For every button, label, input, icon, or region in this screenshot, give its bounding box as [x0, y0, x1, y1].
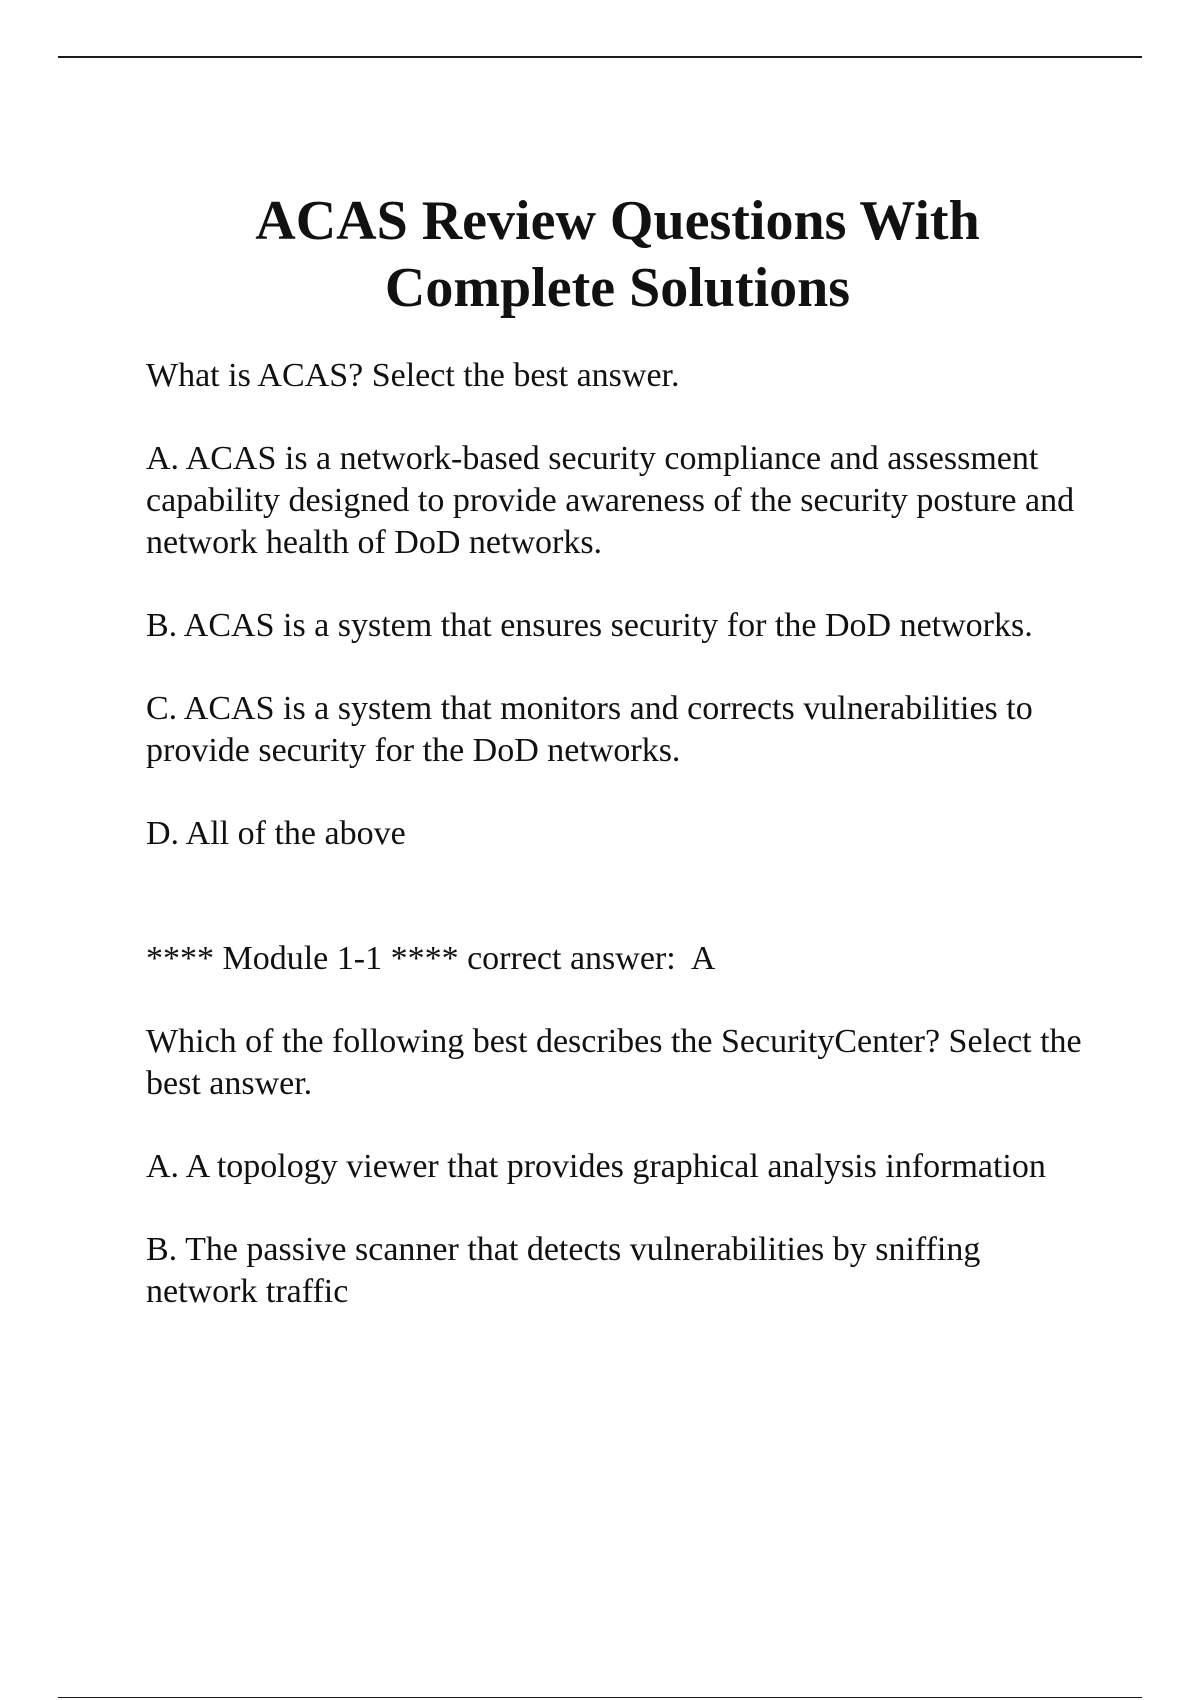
- question-1-option-d: D. All of the above: [146, 815, 406, 852]
- title-line-2: Complete Solutions: [384, 257, 851, 319]
- top-rule: [58, 56, 1142, 58]
- question-1-option-c: C. ACAS is a system that monitors and corrects vulnerabilities to provide security for the DoD networks.: [146, 690, 1042, 769]
- question-1-option-b: B. ACAS is a system that ensures security for the DoD networks.: [146, 607, 1033, 644]
- question-2-text: Which of the following best describes the SecurityCenter? Select the best answer.: [146, 1023, 1091, 1102]
- page-title: [150, 188, 1085, 322]
- question-2-option-a: A. A topology viewer that provides graphical analysis information: [146, 1148, 1046, 1185]
- title-line-1: ACAS Review Questions With: [255, 190, 980, 252]
- question-1-option-a: A. ACAS is a network-based security compliance and assessment capability designed to provide awareness of the security posture and network health of DoD networks.: [146, 440, 1083, 561]
- question-1-answer: **** Module 1-1 **** correct answer: A: [146, 940, 716, 977]
- bottom-rule: [58, 1697, 1142, 1698]
- document-body: [146, 355, 1091, 1354]
- question-1-text: What is ACAS? Select the best answer.: [146, 357, 680, 394]
- question-2-option-b: B. The passive scanner that detects vulnerabilities by sniffing network traffic: [146, 1231, 989, 1310]
